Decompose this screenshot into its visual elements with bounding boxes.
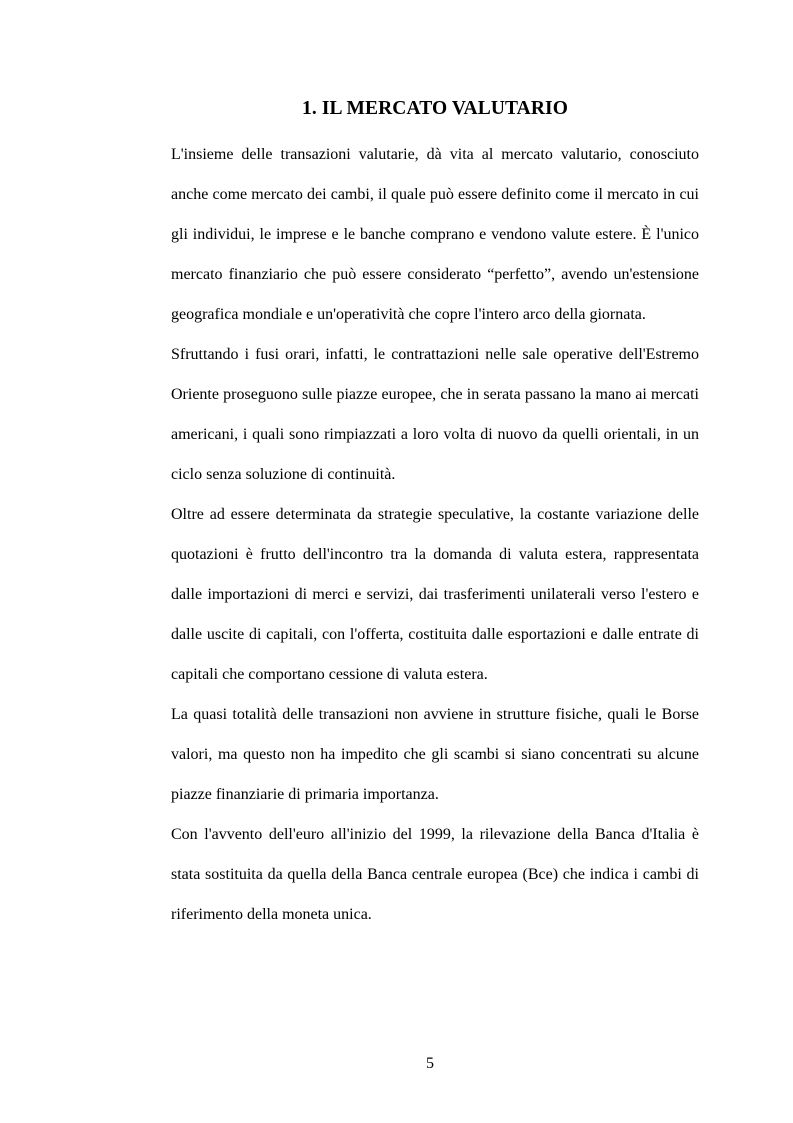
page-title: 1. IL MERCATO VALUTARIO bbox=[302, 98, 568, 119]
paragraph-4: La quasi totalità delle transazioni non avviene in strutture fisiche, quali le Borse valori, ma questo non ha impedito che gli scambi si siano concentrati su alcune piazze finanziarie di primaria importanza. bbox=[171, 706, 699, 803]
page-number: 5 bbox=[426, 1055, 434, 1072]
paragraph-1: L'insieme delle transazioni valutarie, dà vita al mercato valutario, conosciuto anche come mercato dei cambi, il quale può essere definito come il mercato in cui gli individui, le imprese e le banche comprano e vendono valute estere. È l'unico mercato finanziario che può essere considerato “perfetto”, avendo un'estensione geografica mondiale e un'operatività che copre l'intero arco della giornata. bbox=[171, 146, 699, 323]
body-text bbox=[171, 135, 699, 935]
paragraph-2: Sfruttando i fusi orari, infatti, le contrattazioni nelle sale operative dell'Estremo Oriente proseguono sulle piazze europee, che in serata passano la mano ai mercati americani, i quali sono rimpiazzati a loro volta di nuovo da quelli orientali, in un ciclo senza soluzione di continuità. bbox=[171, 346, 699, 483]
paragraph-5: Con l'avvento dell'euro all'inizio del 1999, la rilevazione della Banca d'Italia è stata sostituita da quella della Banca centrale europea (Bce) che indica i cambi di riferimento della moneta unica. bbox=[171, 826, 699, 923]
paragraph-3: Oltre ad essere determinata da strategie speculative, la costante variazione delle quotazioni è frutto dell'incontro tra la domanda di valuta estera, rappresentata dalle importazioni di merci e servizi, dai trasferimenti unilaterali verso l'estero e dalle uscite di capitali, con l'offerta, costituita dalle esportazioni e dalle entrate di capitali che comportano cessione di valuta estera. bbox=[171, 506, 699, 683]
